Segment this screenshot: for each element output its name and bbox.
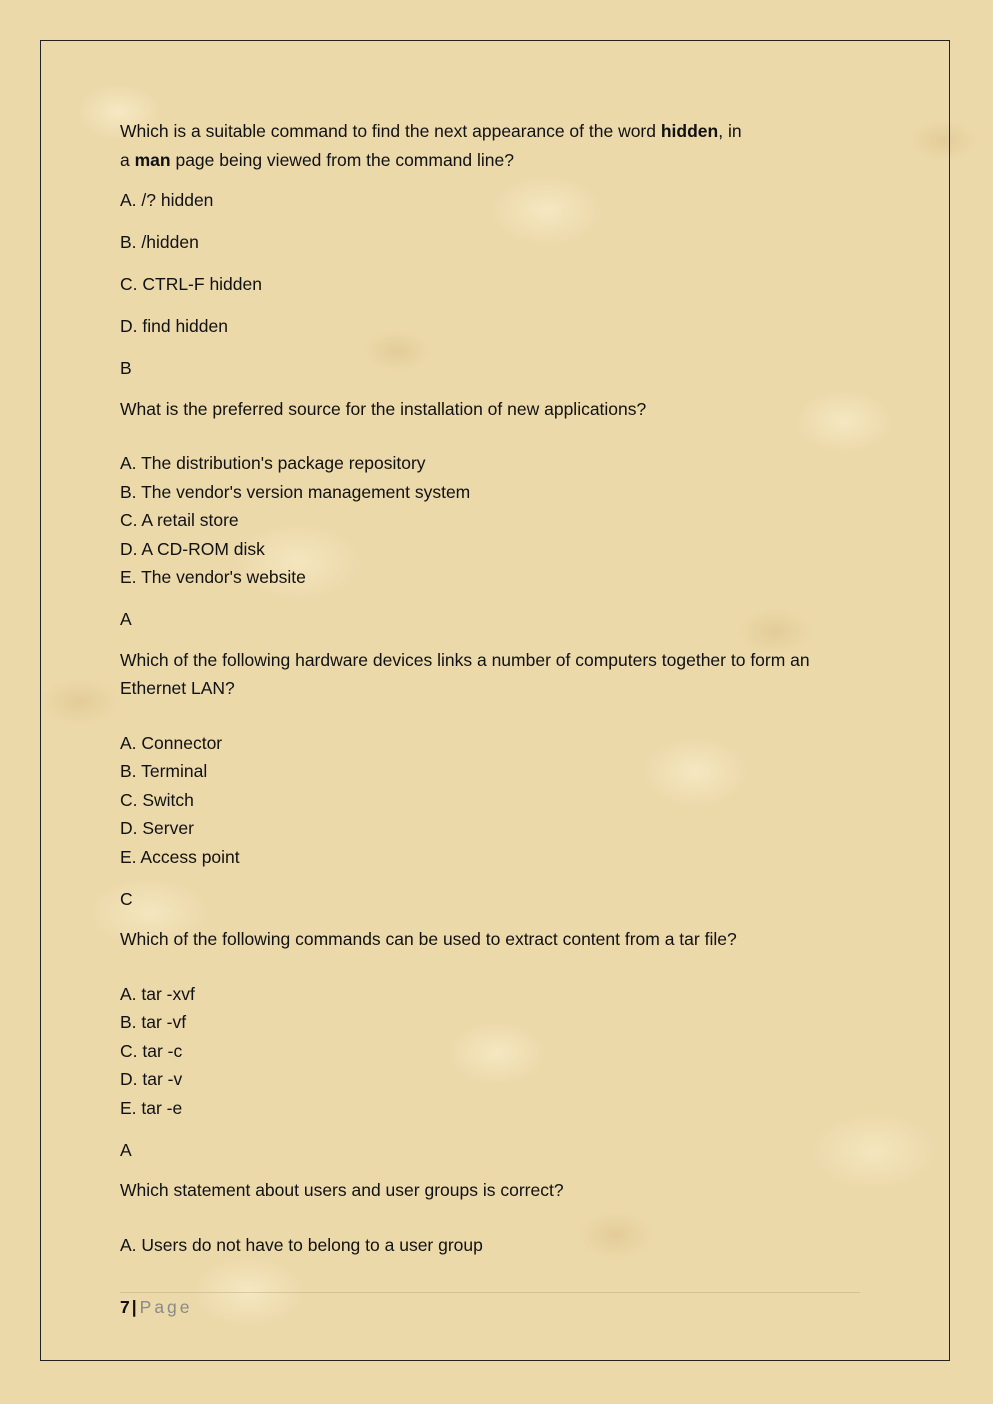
question-1-text-part: page being viewed from the command line? [170, 149, 514, 170]
document-content [120, 117, 880, 1259]
question-4-option: E. tar -e [120, 1097, 183, 1118]
question-4-answer: A [120, 1139, 132, 1160]
question-3-text: Which of the following hardware devices links a number of computers together to form an Ethernet LAN? [120, 649, 810, 698]
question-1-text-part: Which is a suitable command to find the next appearance of the word [120, 121, 661, 141]
question-2-option: E. The vendor's website [120, 567, 306, 587]
footer-page-label: Page [139, 1297, 193, 1317]
footer-divider [120, 1292, 860, 1293]
question-5-option: A. Users do not have to belong to a user group [120, 1234, 483, 1255]
page-number: 7 [120, 1297, 130, 1317]
footer-separator: | [131, 1297, 137, 1317]
question-3-option: C. Switch [120, 789, 194, 810]
question-1-text-part: , in [718, 121, 742, 141]
question-4-option: B. tar -vf [120, 1012, 187, 1032]
question-2-option: B. The vendor's version management system [120, 481, 471, 502]
question-2-option: D. A CD-ROM disk [120, 538, 265, 559]
question-3-answer: C [120, 888, 133, 909]
page-footer [120, 1295, 193, 1319]
question-2-option: A. The distribution's package repository [120, 453, 426, 473]
question-1-option: C. CTRL-F hidden [120, 274, 262, 294]
question-3-option: B. Terminal [120, 761, 208, 781]
question-4-option: A. tar -xvf [120, 983, 195, 1004]
question-1-option: D. find hidden [120, 316, 228, 336]
question-1-option: B. /hidden [120, 232, 199, 252]
question-5-text: Which statement about users and user groups is correct? [120, 1180, 564, 1200]
question-2-option: C. A retail store [120, 510, 239, 530]
question-2-text: What is the preferred source for the installation of new applications? [120, 398, 647, 419]
question-4-option: D. tar -v [120, 1069, 183, 1089]
question-4-option: C. tar -c [120, 1040, 183, 1061]
question-3-option: E. Access point [120, 846, 240, 867]
question-3-option: A. Connector [120, 732, 223, 753]
question-1-keyword-man: man [134, 149, 171, 170]
question-1-text-part: a [120, 149, 135, 170]
question-3-option: D. Server [120, 818, 194, 838]
question-1-text [120, 117, 880, 174]
question-1-answer: B [120, 358, 132, 378]
question-1-option: A. /? hidden [120, 190, 214, 210]
question-4-text: Which of the following commands can be used to extract content from a tar file? [120, 929, 737, 949]
question-2-answer: A [120, 609, 132, 629]
question-1-keyword-hidden: hidden [660, 121, 719, 141]
